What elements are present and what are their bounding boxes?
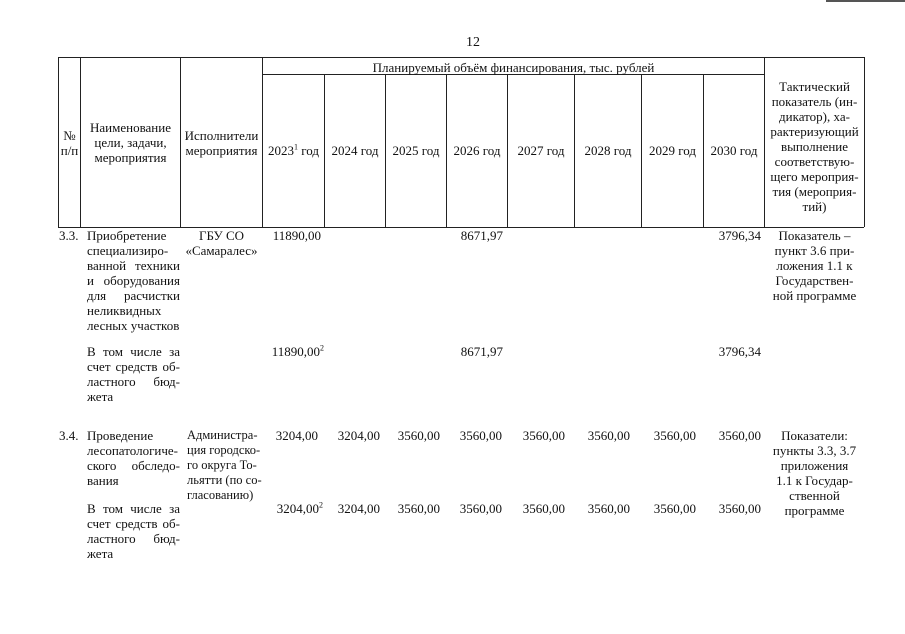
- value-2030: 3796,34: [718, 228, 761, 243]
- header-year-2026: 2026 год: [453, 143, 501, 158]
- subvalue-2026: 3560,00: [459, 501, 502, 516]
- header-year-2028: 2028 год: [584, 143, 632, 158]
- subvalue-2024: 3204,00: [337, 501, 380, 516]
- subvalue-2030: 3560,00: [718, 501, 761, 516]
- subvalue-2027: 3560,00: [522, 501, 565, 516]
- subvalue-2026: 8671,97: [460, 344, 503, 359]
- row-name: Проведение лесопатологиче- ского обследо- вания: [87, 428, 180, 488]
- header-name: Наименование цели, задачи, мероприятия: [90, 120, 171, 165]
- value-2024: 3204,00: [337, 428, 380, 443]
- header-year-2029: 2029 год: [649, 143, 696, 158]
- value-2026: 3560,00: [459, 428, 502, 443]
- value-2026: 8671,97: [460, 228, 503, 243]
- subrow-name: В том числе за счет средств об- ластного бюд- жета: [87, 344, 180, 404]
- subvalue-2028: 3560,00: [587, 501, 630, 516]
- header-year-2024: 2024 год: [331, 143, 379, 158]
- footnote-marker: 1: [294, 142, 298, 152]
- header-year-2025: 2025 год: [392, 143, 440, 158]
- subvalue-2023: 11890,00$^2$: [271, 343, 324, 359]
- row-number: 3.3.: [59, 228, 79, 243]
- row-indicator: Показатели: пункты 3.3, 3.7 приложения 1.1 к Государ- ственной программе: [772, 428, 857, 518]
- value-2023: 3204,00: [275, 428, 318, 443]
- header-no: № п/п: [60, 128, 79, 158]
- row-executor: ГБУ СО «Самаралес»: [185, 228, 258, 258]
- value-2023: 11890,00: [272, 228, 321, 243]
- header-year-2023: 2023$^1$ год: [268, 142, 319, 158]
- row-indicator: Показатель – пункт 3.6 при- ложения 1.1 к Государствен- ной программе: [772, 228, 857, 303]
- header-executor: Исполнители мероприятия: [184, 128, 259, 158]
- row-name: Приобретение специализиро- ванной техники и оборудования для расчистки неликвидных лесных участков: [87, 228, 180, 333]
- header-year-2030: 2030 год: [710, 143, 758, 158]
- value-2025: 3560,00: [397, 428, 440, 443]
- footnote-marker: 2: [319, 500, 323, 510]
- header-funding-title: Планируемый объём финансирования, тыс. рублей: [372, 60, 655, 75]
- subvalue-2025: 3560,00: [397, 501, 440, 516]
- scan-mark: [826, 0, 905, 2]
- row-number: 3.4.: [59, 428, 79, 443]
- subrow-name: В том числе за счет средств об- ластного бюд- жета: [87, 501, 180, 561]
- value-2029: 3560,00: [653, 428, 696, 443]
- page-number: 12: [466, 35, 480, 50]
- footnote-marker: 2: [320, 343, 324, 353]
- value-2027: 3560,00: [522, 428, 565, 443]
- subvalue-2029: 3560,00: [653, 501, 696, 516]
- header-indicator: Тактический показатель (ин- дикатор), ха- рактеризующий выполнение соответствую- щего мероприя- тия (мероприя- тий): [770, 79, 859, 214]
- subvalue-2023: 3204,00$^2$: [276, 500, 323, 516]
- value-2030: 3560,00: [718, 428, 761, 443]
- value-2028: 3560,00: [587, 428, 630, 443]
- header-year-2027: 2027 год: [517, 143, 565, 158]
- row-executor: Администра- ция городско- го округа То- льятти (по со- гласованию): [187, 428, 262, 502]
- subvalue-2030: 3796,34: [718, 344, 761, 359]
